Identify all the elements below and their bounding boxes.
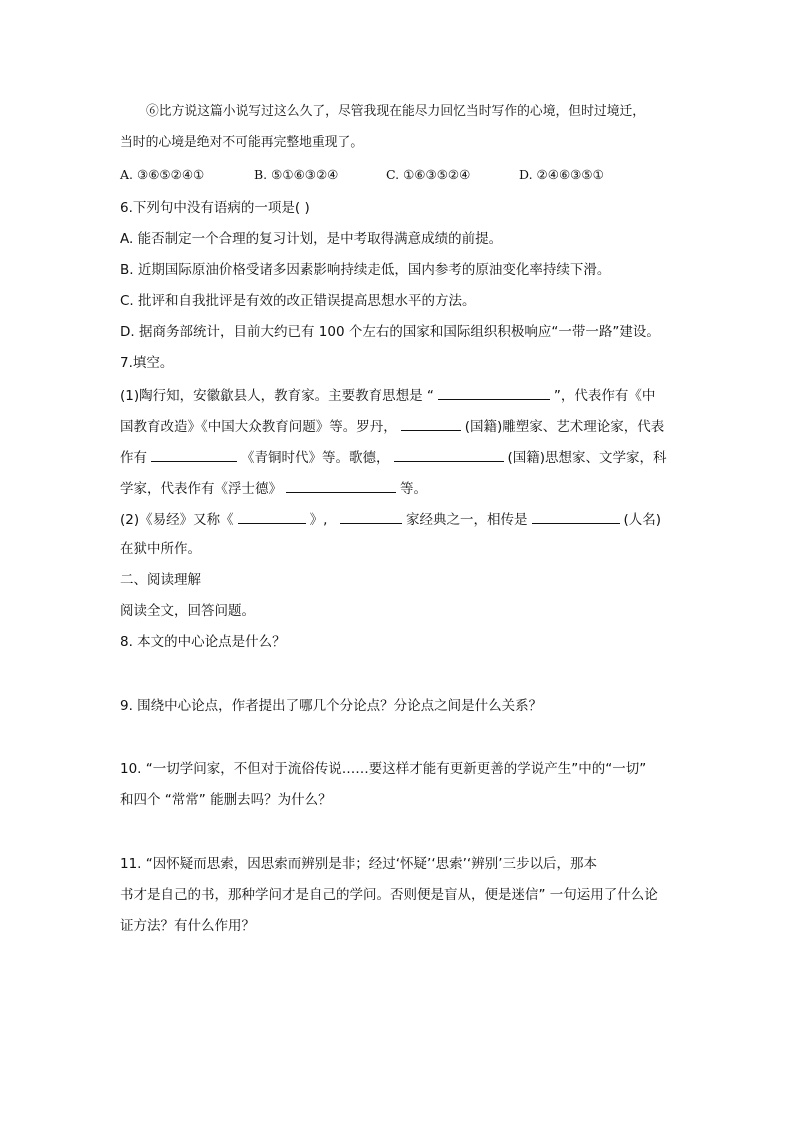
q10-line1: 10. “一切学问家，不但对于流俗传说……要这样才能有更新更善的学说产生”中的“一切” bbox=[120, 761, 647, 777]
q11-line1: 11. “因怀疑而思索，因思索而辨别是非；经过‘怀疑’‘思索’‘辨别’三步以后，那本 bbox=[120, 856, 598, 872]
section-instruction: 阅读全文，回答问题。 bbox=[120, 603, 255, 619]
q7-p1-line1: (1)陶行知，安徽歙县人，教育家。主要教育思想是 “ ”，代表作有《中 bbox=[120, 384, 655, 406]
q5-option-a: A. ③⑥⑤②④① bbox=[120, 167, 205, 182]
q9-text: 9. 围绕中心论点，作者提出了哪几个分论点？分论点之间是什么关系？ bbox=[120, 698, 543, 714]
blank-rodin-works[interactable] bbox=[151, 446, 237, 462]
q7-title: 7.填空。 bbox=[120, 355, 174, 371]
blank-goethe-nationality[interactable] bbox=[394, 446, 504, 462]
q7-p2-line1: (2)《易经》又称《 》, 家经典之一，相传是 (人名) bbox=[120, 508, 661, 530]
q8-text: 8. 本文的中心论点是什么？ bbox=[120, 634, 286, 650]
q5-option-c: C. ①⑥③⑤②④ bbox=[386, 167, 471, 182]
section-heading: 二、阅读理解 bbox=[120, 572, 201, 588]
q10-line2: 和四个 “常常” 能删去吗？为什么？ bbox=[120, 792, 332, 808]
q7-p2-line2: 在狱中所作。 bbox=[120, 541, 201, 557]
blank-author-name[interactable] bbox=[532, 508, 620, 524]
q5-option-d: D. ②④⑥③⑤① bbox=[519, 167, 604, 182]
q7-p1-line2: 国教育改造》《中国大众教育问题》等。罗丹， (国籍)雕塑家、艺术理论家，代表 bbox=[120, 415, 664, 437]
q6-option-c: C. 批评和自我批评是有效的改正错误提高思想水平的方法。 bbox=[120, 293, 476, 309]
q5-item6-line2: 当时的心境是绝对不可能再完整地重现了。 bbox=[120, 135, 364, 150]
blank-school[interactable] bbox=[340, 508, 402, 524]
q7-p1-line3: 作有 《青铜时代》等。歌德， (国籍)思想家、文学家，科 bbox=[120, 446, 667, 468]
blank-goethe-works[interactable] bbox=[286, 477, 396, 493]
blank-rodin-nationality[interactable] bbox=[401, 415, 461, 431]
q11-line2: 书才是自己的书，那种学问才是自己的学问。否则便是盲从，便是迷信” 一句运用了什么论 bbox=[120, 887, 658, 903]
q11-line3: 证方法？有什么作用？ bbox=[120, 918, 255, 934]
blank-education-thought[interactable] bbox=[438, 384, 550, 400]
q7-p1-line4: 学家，代表作有《浮士德》 等。 bbox=[120, 477, 427, 499]
blank-yijing-alias[interactable] bbox=[238, 508, 306, 524]
q6-option-b: B. 近期国际原油价格受诸多因素影响持续走低，国内参考的原油变化率持续下滑。 bbox=[120, 262, 611, 278]
q5-item6-line1: ⑥比方说这篇小说写过这么久了，尽管我现在能尽力回忆当时写作的心境，但时过境迁， bbox=[146, 104, 646, 119]
q6-title: 6.下列句中没有语病的一项是( ) bbox=[120, 200, 310, 216]
q6-option-d: D. 据商务部统计，目前大约已有 100 个左右的国家和国际组织积极响应“一带一路”建设。 bbox=[120, 324, 660, 340]
q5-option-b: B. ⑤①⑥③②④ bbox=[254, 167, 339, 182]
q6-option-a: A. 能否制定一个合理的复习计划，是中考取得满意成绩的前提。 bbox=[120, 231, 503, 247]
